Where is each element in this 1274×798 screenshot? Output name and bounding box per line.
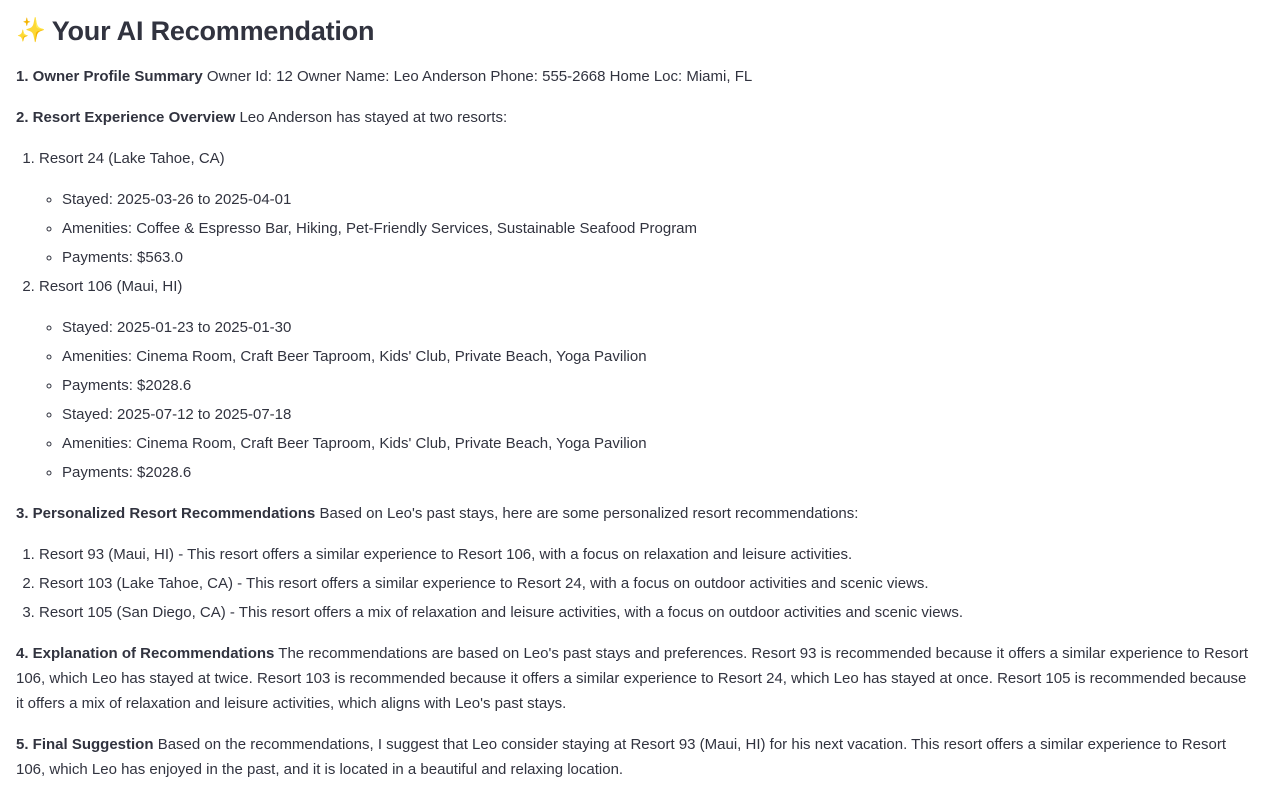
final-suggestion-section	[16, 732, 1258, 782]
resort-detail-item: ◦ Stayed: 2025-01-23 to 2025-01-30	[62, 315, 1258, 340]
explanation-text: The recommendations are based on Leo's past stays and preferences. Resort 93 is recommended because it offers a similar experience to Resort 106, which Leo has stayed at twice. Resort 103 is recommended because it offers a similar experience to Resort 24, which Leo has stayed at once. Resort 105 is recommended because it offers a mix of relaxation and leisure activities, which aligns with Leo's past stays.	[16, 645, 1249, 712]
resort-detail-item: ◦ Amenities: Coffee & Espresso Bar, Hiking, Pet-Friendly Services, Sustainable Seafood Program	[62, 216, 1258, 241]
page-title	[16, 12, 1258, 50]
recommendations-heading: 3. Personalized Resort Recommendations	[16, 505, 316, 522]
recommendation-item: 2. Resort 103 (Lake Tahoe, CA) - This resort offers a similar experience to Resort 24, with a focus on outdoor activities and scenic views.	[39, 571, 1258, 596]
resort-detail-item: ◦ Amenities: Cinema Room, Craft Beer Taproom, Kids' Club, Private Beach, Yoga Pavilion	[62, 344, 1258, 369]
resort-stay-item	[39, 146, 1258, 270]
final-suggestion-heading: 5. Final Suggestion	[16, 736, 154, 753]
resort-experience-heading: 2. Resort Experience Overview	[16, 109, 236, 126]
resort-detail-item: ◦ Payments: $2028.6	[62, 460, 1258, 485]
resort-stay-list	[16, 146, 1258, 485]
explanation-heading: 4. Explanation of Recommendations	[16, 645, 275, 662]
resort-name: Resort 24 (Lake Tahoe, CA)	[39, 150, 225, 167]
recommendations-text: Based on Leo's past stays, here are some personalized resort recommendations:	[319, 505, 859, 522]
resort-detail-item: ◦ Payments: $563.0	[62, 245, 1258, 270]
resort-detail-list	[39, 315, 1258, 485]
owner-profile-section	[16, 64, 1258, 89]
resort-experience-text: Leo Anderson has stayed at two resorts:	[239, 109, 508, 126]
page-title-text: Your AI Recommendation	[51, 16, 375, 46]
owner-profile-text: Owner Id: 12 Owner Name: Leo Anderson Phone: 555-2668 Home Loc: Miami, FL	[206, 68, 753, 85]
resort-experience-section	[16, 105, 1258, 130]
resort-name: Resort 106 (Maui, HI)	[39, 278, 183, 295]
final-suggestion-text: Based on the recommendations, I suggest that Leo consider staying at Resort 93 (Maui, HI) for his next vacation. This resort offers a similar experience to Resort 106, which Leo has enjoyed in the past, and it is located in a beautiful and relaxing location.	[16, 736, 1226, 778]
recommendation-list	[16, 542, 1258, 625]
resort-detail-list	[39, 187, 1258, 270]
resort-stay-item	[39, 274, 1258, 485]
explanation-section	[16, 641, 1258, 716]
recommendation-item: 3. Resort 105 (San Diego, CA) - This resort offers a mix of relaxation and leisure activities, with a focus on outdoor activities and scenic views.	[39, 600, 1258, 625]
resort-detail-item: ◦ Stayed: 2025-03-26 to 2025-04-01	[62, 187, 1258, 212]
resort-detail-item: ◦ Stayed: 2025-07-12 to 2025-07-18	[62, 402, 1258, 427]
recommendations-section	[16, 501, 1258, 526]
sparkles-icon: ✨	[16, 17, 46, 44]
resort-detail-item: ◦ Amenities: Cinema Room, Craft Beer Taproom, Kids' Club, Private Beach, Yoga Pavilion	[62, 431, 1258, 456]
resort-detail-item: ◦ Payments: $2028.6	[62, 373, 1258, 398]
owner-profile-heading: 1. Owner Profile Summary	[16, 68, 203, 85]
recommendation-item: 1. Resort 93 (Maui, HI) - This resort offers a similar experience to Resort 106, with a focus on relaxation and leisure activities.	[39, 542, 1258, 567]
